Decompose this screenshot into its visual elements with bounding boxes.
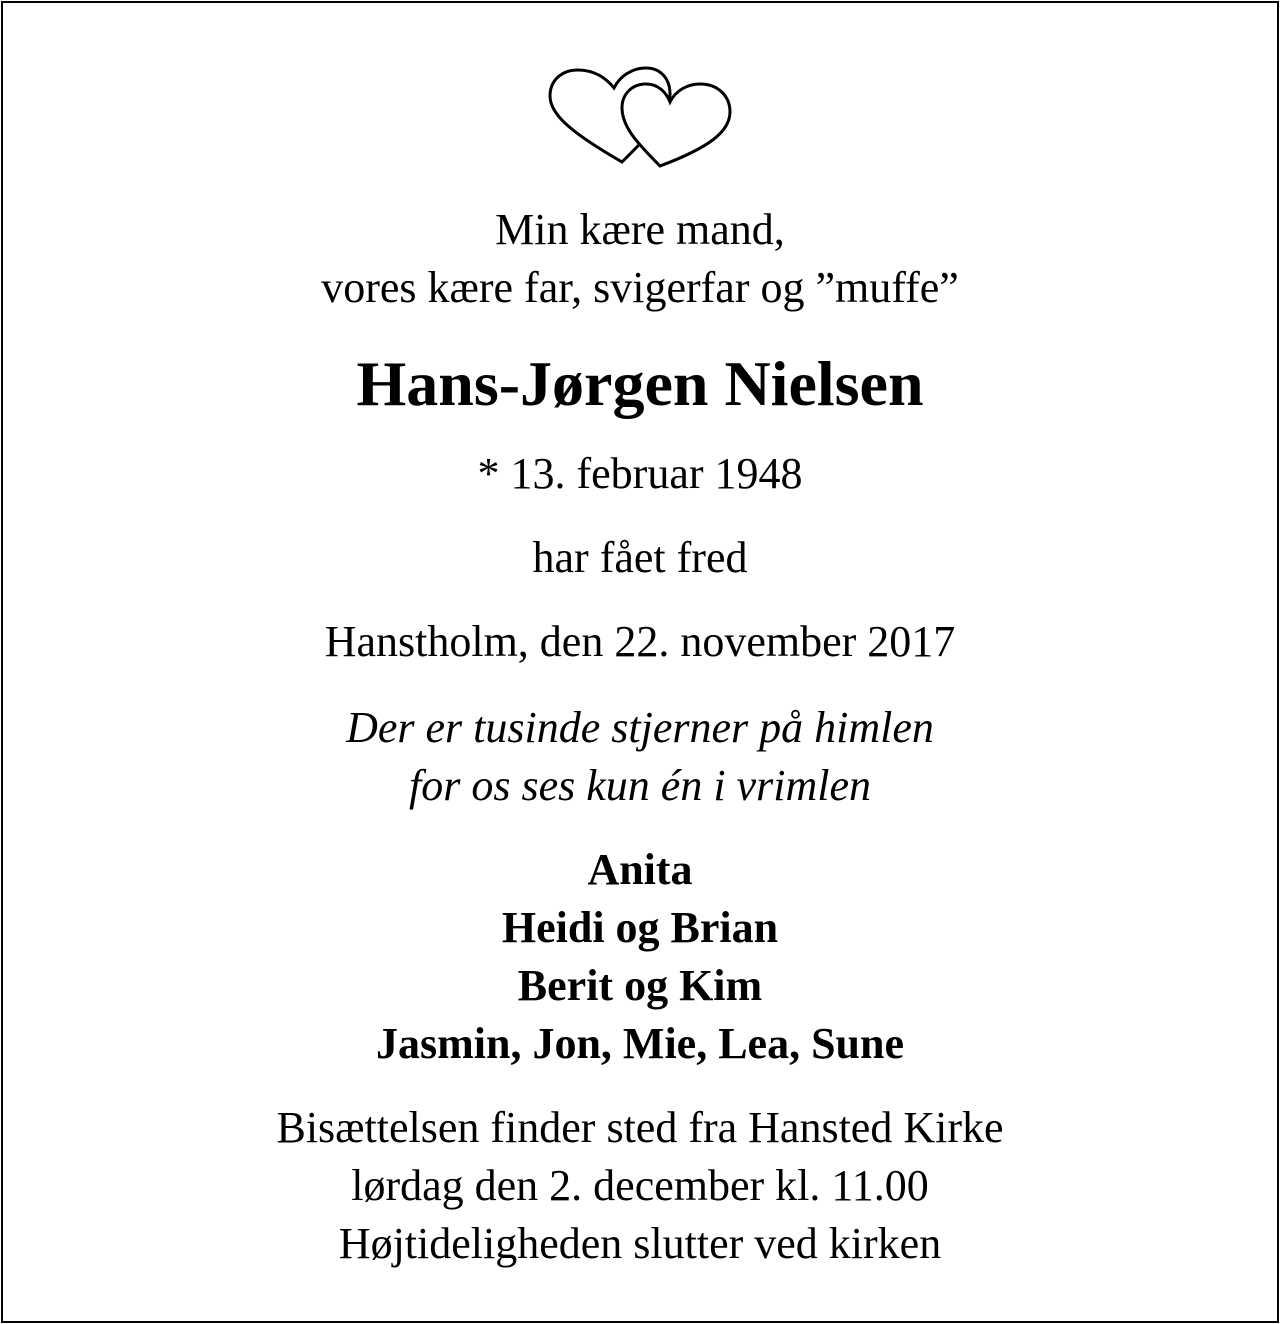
family-line: Berit og Kim <box>517 961 763 1010</box>
place-date: Hanstholm, den 22. november 2017 <box>324 617 956 666</box>
birth-date: * 13. februar 1948 <box>477 449 803 498</box>
family-line: Heidi og Brian <box>501 903 779 952</box>
family-line: Jasmin, Jon, Mie, Lea, Sune <box>375 1019 905 1068</box>
verse-line-1: Der er tusinde stjerner på himlen <box>346 703 934 752</box>
two-hearts-icon <box>540 62 740 170</box>
status-text: har fået fred <box>532 533 748 582</box>
deceased-name: Hans-Jørgen Nielsen <box>356 348 924 419</box>
intro-line-1: Min kære mand, <box>495 205 785 254</box>
funeral-line-1: Bisættelsen finder sted fra Hansted Kirke <box>276 1103 1004 1152</box>
family-line: Anita <box>587 845 693 894</box>
funeral-line-3: Højtideligheden slutter ved kirken <box>338 1219 942 1268</box>
right-heart-icon <box>622 84 730 166</box>
intro-line-2: vores kære far, svigerfar og ”muffe” <box>321 263 959 312</box>
verse-line-2: for os ses kun én i vrimlen <box>409 761 871 810</box>
funeral-line-2: lørdag den 2. december kl. 11.00 <box>351 1161 929 1210</box>
